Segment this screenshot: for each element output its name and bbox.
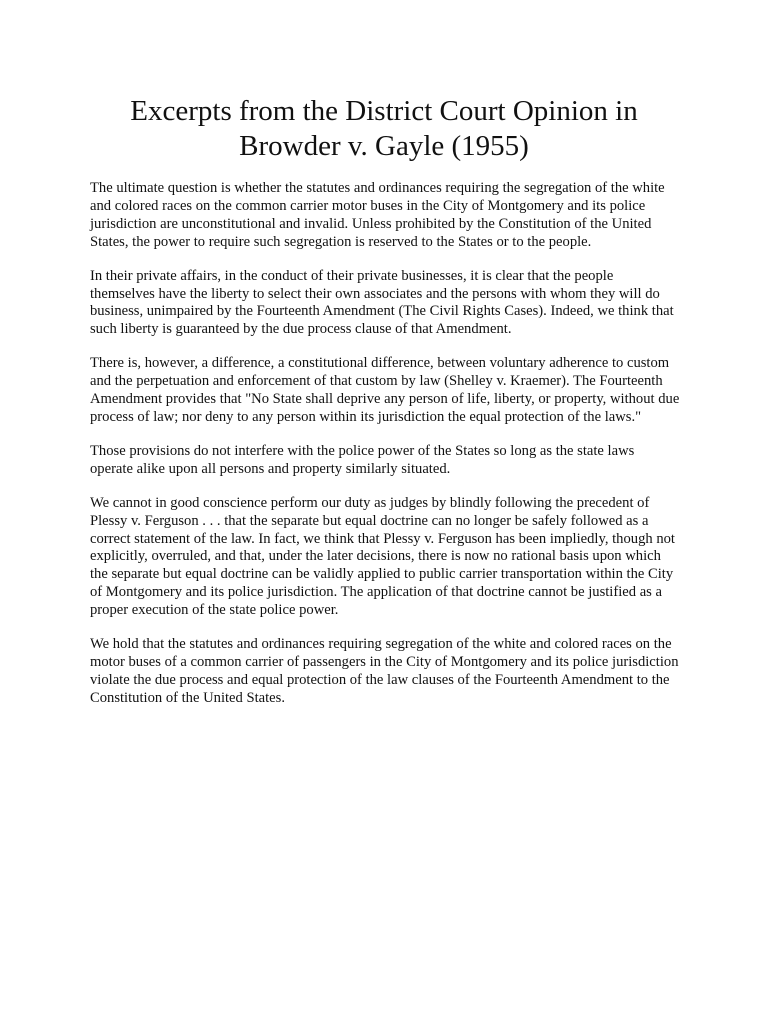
paragraph-5: We cannot in good conscience perform our duty as judges by blindly following the precedent of Plessy v. Ferguson . . . that the separate but equal doctrine can no longer be safely followed as a correct statement of the law. In fact, we think that Plessy v. Ferguson has been impliedly, though not explicitly, overruled, and that, under the later decisions, there is now no rational basis upon which the separate but equal doctrine can be validly applied to public carrier transportation within the City of Montgomery and its police jurisdiction. The application of that doctrine cannot be justified as a proper execution of the state police power. — [90, 494, 675, 619]
paragraph-2: In their private affairs, in the conduct of their private businesses, it is clear that the people themselves have the liberty to select their own associates and the persons with whom they will do business, unimpaired by the Fourteenth Amendment (The Civil Rights Cases). Indeed, we think that such liberty is guaranteed by the due process clause of that Amendment. — [90, 267, 674, 338]
document-body — [90, 180, 680, 724]
paragraph-6: We hold that the statutes and ordinances requiring segregation of the white and colored races on the motor buses of a common carrier of passengers in the City of Montgomery and its police jurisdiction violate the due process and equal protection of the law clauses of the Fourteenth Amendment to the Constitution of the United States. — [90, 636, 679, 706]
paragraph-4: Those provisions do not interfere with the police power of the States so long as the state laws operate alike upon all persons and property similarly situated. — [90, 442, 635, 477]
document-title: Excerpts from the District Court Opinion in Browder v. Gayle (1955) — [130, 95, 638, 162]
paragraph-1: The ultimate question is whether the statutes and ordinances requiring the segregation of the white and colored races on the common carrier motor buses in the City of Montgomery and its police jurisdiction are unconstitutional and invalid. Unless prohibited by the Constitution of the United States, the power to require such segregation is reserved to the States or to the people. — [90, 180, 665, 250]
paragraph-3: There is, however, a difference, a constitutional difference, between voluntary adherence to custom and the perpetuation and enforcement of that custom by law (Shelley v. Kraemer). The Fourteenth Amendment provides that "No State shall deprive any person of life, liberty, or property, without due process of law; nor deny to any person within its jurisdiction the equal protection of the laws." — [90, 355, 680, 425]
